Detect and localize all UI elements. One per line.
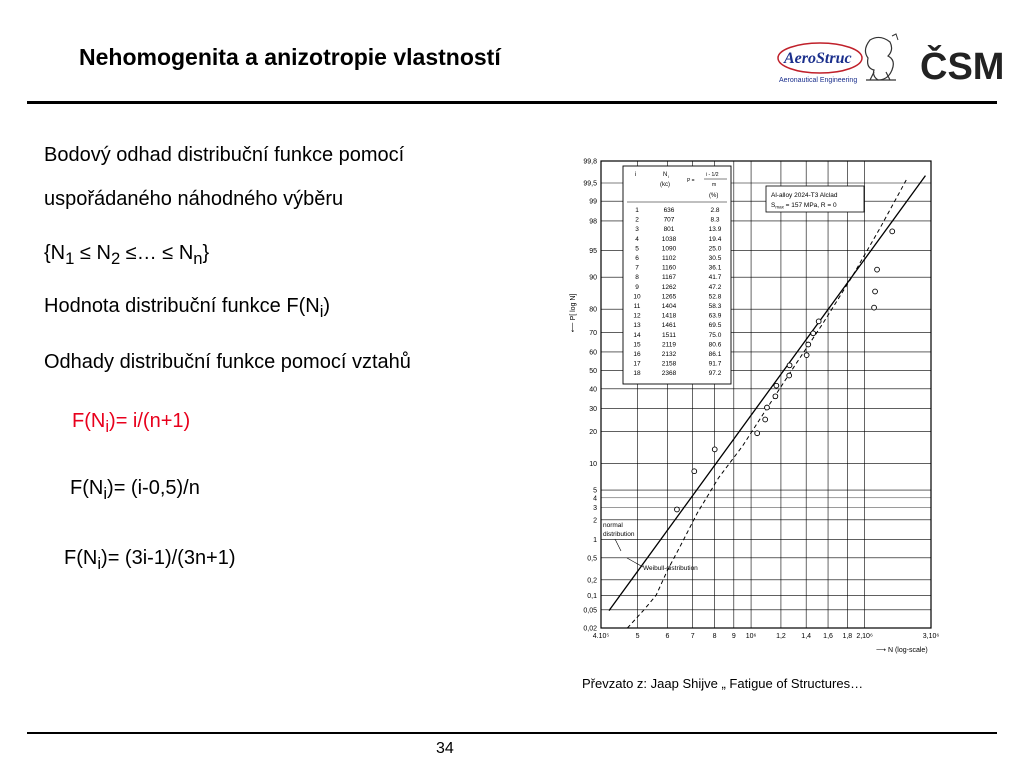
y-tick-label: 0,5 — [587, 555, 597, 563]
csm-logo-text: ČSM — [920, 46, 1002, 88]
formula-part: )= (3i-1)/(3n+1) — [101, 547, 236, 569]
table-cell-n: 1265 — [661, 293, 677, 301]
table-cell-p: 91.7 — [708, 360, 722, 368]
text-part: ) — [323, 295, 331, 317]
probability-chart — [561, 153, 945, 663]
table-header-pct: (%) — [709, 193, 719, 199]
data-point — [765, 405, 770, 410]
table-cell-p: 36.1 — [708, 264, 722, 272]
data-point — [774, 383, 779, 388]
y-tick-label: 0,05 — [583, 607, 597, 615]
table-cell-i: 14 — [633, 331, 641, 339]
y-axis-label: ⟵ P[ log N] — [570, 293, 577, 333]
y-tick-label: 60 — [589, 349, 597, 357]
table-cell-n: 1160 — [662, 264, 676, 272]
annotation-normal-leader — [615, 539, 621, 551]
x-tick-label: 6 — [665, 633, 670, 640]
table-header-frac-den: m — [712, 182, 717, 188]
formula-part: )= i/(n+1) — [109, 410, 191, 432]
ordered-sample-sequence — [44, 242, 209, 269]
table-cell-n: 1404 — [661, 303, 677, 310]
table-cell-i: 16 — [633, 351, 641, 358]
y-tick-label: 99,5 — [583, 180, 597, 188]
y-tick-label: 0,1 — [587, 592, 597, 600]
data-point — [712, 447, 717, 452]
table-cell-i: 5 — [635, 245, 639, 253]
table-cell-n: 1167 — [662, 274, 676, 282]
data-point — [787, 373, 792, 378]
text-line-1: Bodový odhad distribuční funkce pomocí — [44, 144, 405, 166]
formula-part: F(N — [70, 477, 104, 499]
table-cell-n: 636 — [663, 207, 675, 214]
seq-part: {N — [44, 242, 66, 264]
table-header-p: P = — [687, 178, 695, 184]
page-number: 34 — [436, 740, 454, 757]
table-cell-p: 86.1 — [708, 351, 722, 358]
data-point — [816, 319, 821, 324]
data-point — [763, 417, 768, 422]
table-header-kc: (kc) — [660, 182, 670, 188]
table-cell-i: 13 — [633, 322, 641, 330]
lion-crest-icon — [865, 34, 898, 80]
table-cell-n: 1418 — [661, 312, 677, 320]
table-cell-i: 4 — [635, 235, 639, 243]
table-cell-n: 801 — [663, 226, 675, 234]
logo-area — [770, 32, 1002, 90]
table-cell-p: 58.3 — [708, 303, 722, 310]
y-tick-label: 1 — [593, 537, 597, 545]
table-header-i: i — [635, 172, 637, 178]
table-cell-n: 1102 — [662, 255, 676, 262]
data-point — [675, 507, 680, 512]
y-tick-label: 70 — [589, 329, 597, 337]
x-tick-label: 7 — [690, 633, 695, 640]
aerostruc-logo-name: AeroStruc — [784, 50, 852, 67]
data-point — [875, 267, 880, 272]
x-tick-label: 5 — [635, 633, 640, 640]
title-divider — [27, 101, 997, 104]
y-tick-label: 90 — [589, 274, 597, 282]
table-cell-i: 10 — [633, 293, 641, 301]
table-cell-i: 6 — [635, 255, 639, 262]
table-cell-n: 2119 — [662, 341, 676, 349]
table-cell-n: 2158 — [661, 360, 677, 368]
footer-divider — [27, 732, 997, 734]
y-tick-label: 99,8 — [583, 158, 597, 166]
y-tick-label: 3 — [593, 504, 597, 512]
table-cell-n: 1262 — [661, 283, 677, 291]
table-cell-n: 1461 — [661, 322, 677, 330]
formula-sub: i — [103, 484, 108, 503]
formula-part: )= (i-0,5)/n — [107, 477, 200, 499]
table-cell-p: 97.2 — [708, 370, 722, 378]
distribution-value-line — [44, 295, 330, 322]
y-tick-label: 30 — [589, 406, 597, 414]
table-cell-i: 11 — [633, 303, 641, 310]
formula-part: F(N — [64, 547, 98, 569]
data-point — [811, 331, 816, 336]
table-cell-i: 17 — [633, 360, 641, 368]
y-tick-label: 2 — [593, 517, 597, 525]
seq-sub: 1 — [65, 249, 75, 268]
table-cell-p: 25.0 — [708, 245, 722, 253]
data-point — [773, 394, 778, 399]
text-line-5: Odhady distribuční funkce pomocí vztahů — [44, 351, 411, 373]
table-cell-i: 7 — [635, 264, 639, 272]
seq-part: ≤… ≤ N — [120, 242, 194, 264]
annotation-weibull: Weibull-distribution — [643, 565, 698, 572]
y-tick-label: 0,02 — [583, 625, 597, 633]
data-point — [755, 431, 760, 436]
formula-sub: i — [105, 417, 110, 436]
data-point — [692, 469, 697, 474]
table-cell-n: 1511 — [662, 331, 676, 339]
aerostruc-logo-subtitle: Aeronautical Engineering — [779, 77, 858, 84]
y-tick-label: 40 — [589, 386, 597, 394]
y-tick-label: 4 — [593, 495, 597, 503]
y-tick-label: 10 — [589, 461, 597, 469]
x-tick-label: 1,4 — [801, 633, 812, 640]
table-cell-n: 1090 — [661, 245, 677, 253]
text-sub: i — [319, 302, 324, 321]
table-cell-i: 3 — [635, 226, 639, 234]
table-cell-i: 18 — [633, 370, 641, 378]
table-cell-i: 9 — [635, 283, 639, 291]
table-cell-p: 80.6 — [708, 341, 722, 349]
formula-3 — [64, 547, 236, 574]
table-cell-i: 1 — [635, 207, 639, 214]
table-cell-n: 2368 — [661, 370, 677, 378]
y-tick-label: 0,2 — [587, 577, 597, 585]
table-cell-i: 2 — [635, 216, 639, 224]
y-tick-label: 95 — [589, 248, 597, 256]
y-tick-label: 5 — [593, 487, 597, 495]
seq-part: } — [202, 242, 210, 264]
annotation-weibull-leader — [627, 558, 643, 567]
table-cell-p: 13.9 — [708, 226, 722, 234]
table-cell-p: 75.0 — [708, 331, 722, 339]
x-tick-label: 8 — [712, 633, 717, 640]
table-header-frac-num: i - 1/2 — [706, 172, 719, 178]
data-point — [806, 342, 811, 347]
text-part: Hodnota distribuční funkce F(N — [44, 295, 320, 317]
slide-title: Nehomogenita a anizotropie vlastností — [79, 44, 501, 70]
table-cell-p: 2.8 — [710, 207, 720, 214]
table-cell-p: 52.8 — [708, 293, 722, 301]
y-tick-label: 99 — [589, 198, 597, 206]
table-cell-p: 41.7 — [708, 274, 722, 282]
x-tick-label: 1,6 — [823, 633, 833, 640]
y-tick-label: 98 — [589, 218, 597, 226]
y-tick-label: 80 — [589, 306, 597, 314]
data-point — [787, 363, 792, 368]
table-cell-p: 8.3 — [710, 216, 720, 224]
table-cell-i: 12 — [633, 312, 641, 320]
annotation-normal: normal — [603, 522, 623, 529]
formula-sub: i — [97, 554, 102, 573]
seq-part: ≤ N — [74, 242, 111, 264]
data-point — [890, 229, 895, 234]
x-tick-label: 4.10⁵ — [592, 633, 610, 640]
formula-1 — [72, 410, 190, 437]
data-point — [872, 305, 877, 310]
source-credit: Převzato z: Jaap Shijve „ Fatigue of Structures… — [582, 676, 864, 691]
seq-sub: n — [193, 249, 203, 268]
seq-sub: 2 — [110, 249, 121, 268]
x-tick-label: 9 — [731, 633, 736, 640]
table-cell-p: 47.2 — [708, 283, 722, 291]
table-cell-p: 19.4 — [708, 235, 722, 243]
csm-logo — [920, 43, 1002, 88]
x-tick-label: 10⁶ — [745, 633, 757, 640]
table-cell-n: 1038 — [661, 235, 677, 243]
material-legend-line1: Al-alloy 2024-T3 Alclad — [771, 192, 838, 199]
table-cell-p: 30.5 — [708, 255, 722, 262]
x-tick-label: 3,10⁶ — [922, 633, 940, 640]
x-axis-label: ⟶ N (log-scale) — [876, 647, 928, 654]
formula-part: F(N — [72, 410, 106, 432]
table-cell-p: 69.5 — [708, 322, 722, 330]
data-point — [873, 289, 878, 294]
text-line-2: uspořádaného náhodného výběru — [44, 188, 344, 210]
x-tick-label: 1,8 — [842, 633, 853, 640]
y-tick-label: 20 — [589, 429, 597, 437]
material-legend-line2: $S_{max} = 157$ MPa, R = 0 — [771, 202, 837, 210]
table-header-n: N — [663, 172, 668, 178]
y-tick-label: 50 — [589, 367, 597, 375]
table-header-n-sub: i — [668, 174, 669, 179]
formula-2 — [70, 477, 200, 504]
table-cell-n: 707 — [663, 216, 675, 224]
aerostruc-logo — [778, 43, 862, 84]
table-cell-i: 15 — [633, 341, 641, 349]
x-tick-label: 1,2 — [776, 633, 786, 640]
table-cell-i: 8 — [635, 274, 639, 282]
data-point — [804, 353, 809, 358]
table-cell-n: 2132 — [661, 351, 677, 358]
table-cell-p: 63.9 — [708, 312, 722, 320]
x-tick-label: 2,10⁶ — [856, 633, 873, 640]
annotation-distribution: distribution — [603, 531, 635, 538]
